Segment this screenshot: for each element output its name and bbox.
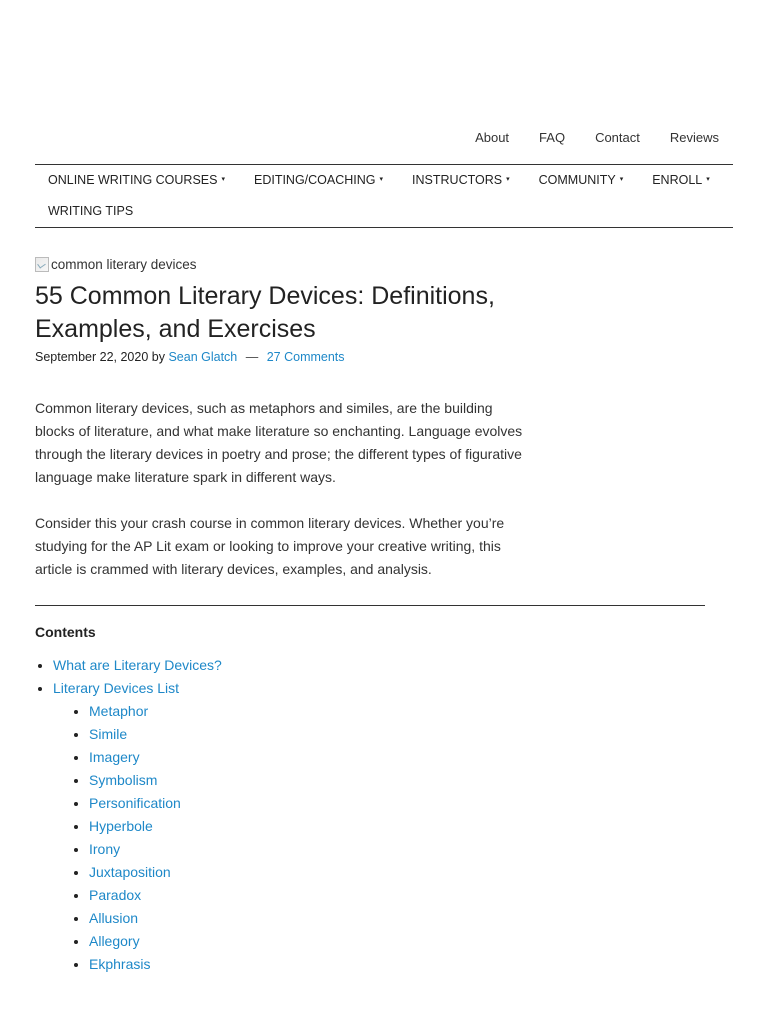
toc-subitem (89, 838, 222, 861)
dropdown-caret-icon: ▾ (506, 176, 510, 183)
toc-subitem (89, 769, 222, 792)
nav-item-community[interactable] (539, 173, 624, 187)
nav-item-label: ONLINE WRITING COURSES (48, 173, 218, 187)
toc-item (53, 677, 222, 976)
toc-link-simile[interactable]: Simile (89, 726, 128, 742)
toc-subitem (89, 746, 222, 769)
toc-link-symbolism[interactable]: Symbolism (89, 772, 158, 788)
toc-link-metaphor[interactable]: Metaphor (89, 703, 149, 719)
nav-item-writing-tips[interactable] (48, 204, 133, 218)
dropdown-caret-icon: ▾ (221, 176, 225, 183)
toc-subitem (89, 792, 222, 815)
nav-item-enroll[interactable] (652, 173, 710, 187)
toc-link-ekphrasis[interactable]: Ekphrasis (89, 956, 151, 972)
hero-image-alt-text: common literary devices (51, 257, 197, 272)
nav-item-label: INSTRUCTORS (412, 173, 503, 187)
toc-subitem (89, 723, 222, 746)
toc-subitem (89, 884, 222, 907)
article-title: 55 Common Literary Devices: Definitions, Examples, and Exercises (35, 282, 495, 343)
top-nav-reviews-link[interactable]: Reviews (669, 130, 719, 145)
toc-link-hyperbole[interactable]: Hyperbole (89, 818, 153, 834)
toc-link-allusion[interactable]: Allusion (89, 910, 139, 926)
contents-title: Contents (35, 624, 96, 640)
nav-item-online-writing-courses[interactable] (48, 173, 225, 187)
toc-subitem (89, 953, 222, 976)
main-nav-row (48, 173, 739, 187)
comments-link[interactable]: 27 Comments (266, 350, 345, 364)
top-nav-about-link[interactable]: About (475, 130, 510, 145)
nav-item-label: ENROLL (652, 173, 703, 187)
table-of-contents (35, 654, 222, 976)
section-divider (35, 605, 705, 606)
article-date: September 22, 2020 (35, 350, 149, 364)
toc-link-allegory[interactable]: Allegory (89, 933, 140, 949)
nav-item-label: EDITING/COACHING (253, 173, 376, 187)
toc-link-juxtaposition[interactable]: Juxtaposition (89, 864, 171, 880)
dropdown-caret-icon: ▾ (619, 176, 624, 183)
toc-item (53, 654, 222, 677)
nav-item-instructors[interactable] (412, 173, 510, 187)
top-nav-faq-link[interactable]: FAQ (539, 130, 566, 145)
toc-subitem (89, 907, 222, 930)
toc-subitem (89, 815, 222, 838)
top-nav-contact-link[interactable]: Contact (595, 130, 640, 145)
top-utility-nav (445, 129, 719, 147)
nav-item-editing-coaching[interactable] (254, 173, 383, 187)
toc-sublist (53, 700, 222, 976)
main-nav-row (48, 204, 162, 218)
toc-subitem (89, 700, 222, 723)
article-paragraph: Common literary devices, such as metaphors and similes, are the building blocks of literature, and what make literature so enchanting. Language evolves through the literary devices in poetry and prose; the different types of figurative language make literature spark in different ways. (35, 400, 523, 485)
meta-separator: — (245, 350, 259, 364)
dropdown-caret-icon: ▾ (706, 176, 710, 183)
toc-link-irony[interactable]: Irony (89, 841, 121, 857)
main-nav (35, 164, 733, 228)
toc-subitem (89, 861, 222, 884)
broken-image-icon (35, 257, 49, 272)
article-meta (35, 350, 345, 364)
toc-link-paradox[interactable]: Paradox (89, 887, 142, 903)
author-link[interactable]: Sean Glatch (168, 350, 238, 364)
toc-link-what-are-literary-devices[interactable]: What are Literary Devices? (53, 657, 222, 673)
toc-link-literary-devices-list[interactable]: Literary Devices List (53, 680, 180, 696)
toc-link-personification[interactable]: Personification (89, 795, 181, 811)
nav-item-label: WRITING TIPS (48, 204, 134, 218)
hero-image (35, 257, 197, 272)
article-by: by (151, 350, 165, 364)
toc-link-imagery[interactable]: Imagery (89, 749, 140, 765)
nav-item-label: COMMUNITY (538, 173, 616, 187)
toc-subitem (89, 930, 222, 953)
dropdown-caret-icon: ▾ (379, 176, 384, 183)
article-paragraph: Consider this your crash course in common literary devices. Whether you’re studying for the AP Lit exam or looking to improve your creative writing, this article is crammed with literary devices, examples, and analysis. (35, 515, 505, 577)
